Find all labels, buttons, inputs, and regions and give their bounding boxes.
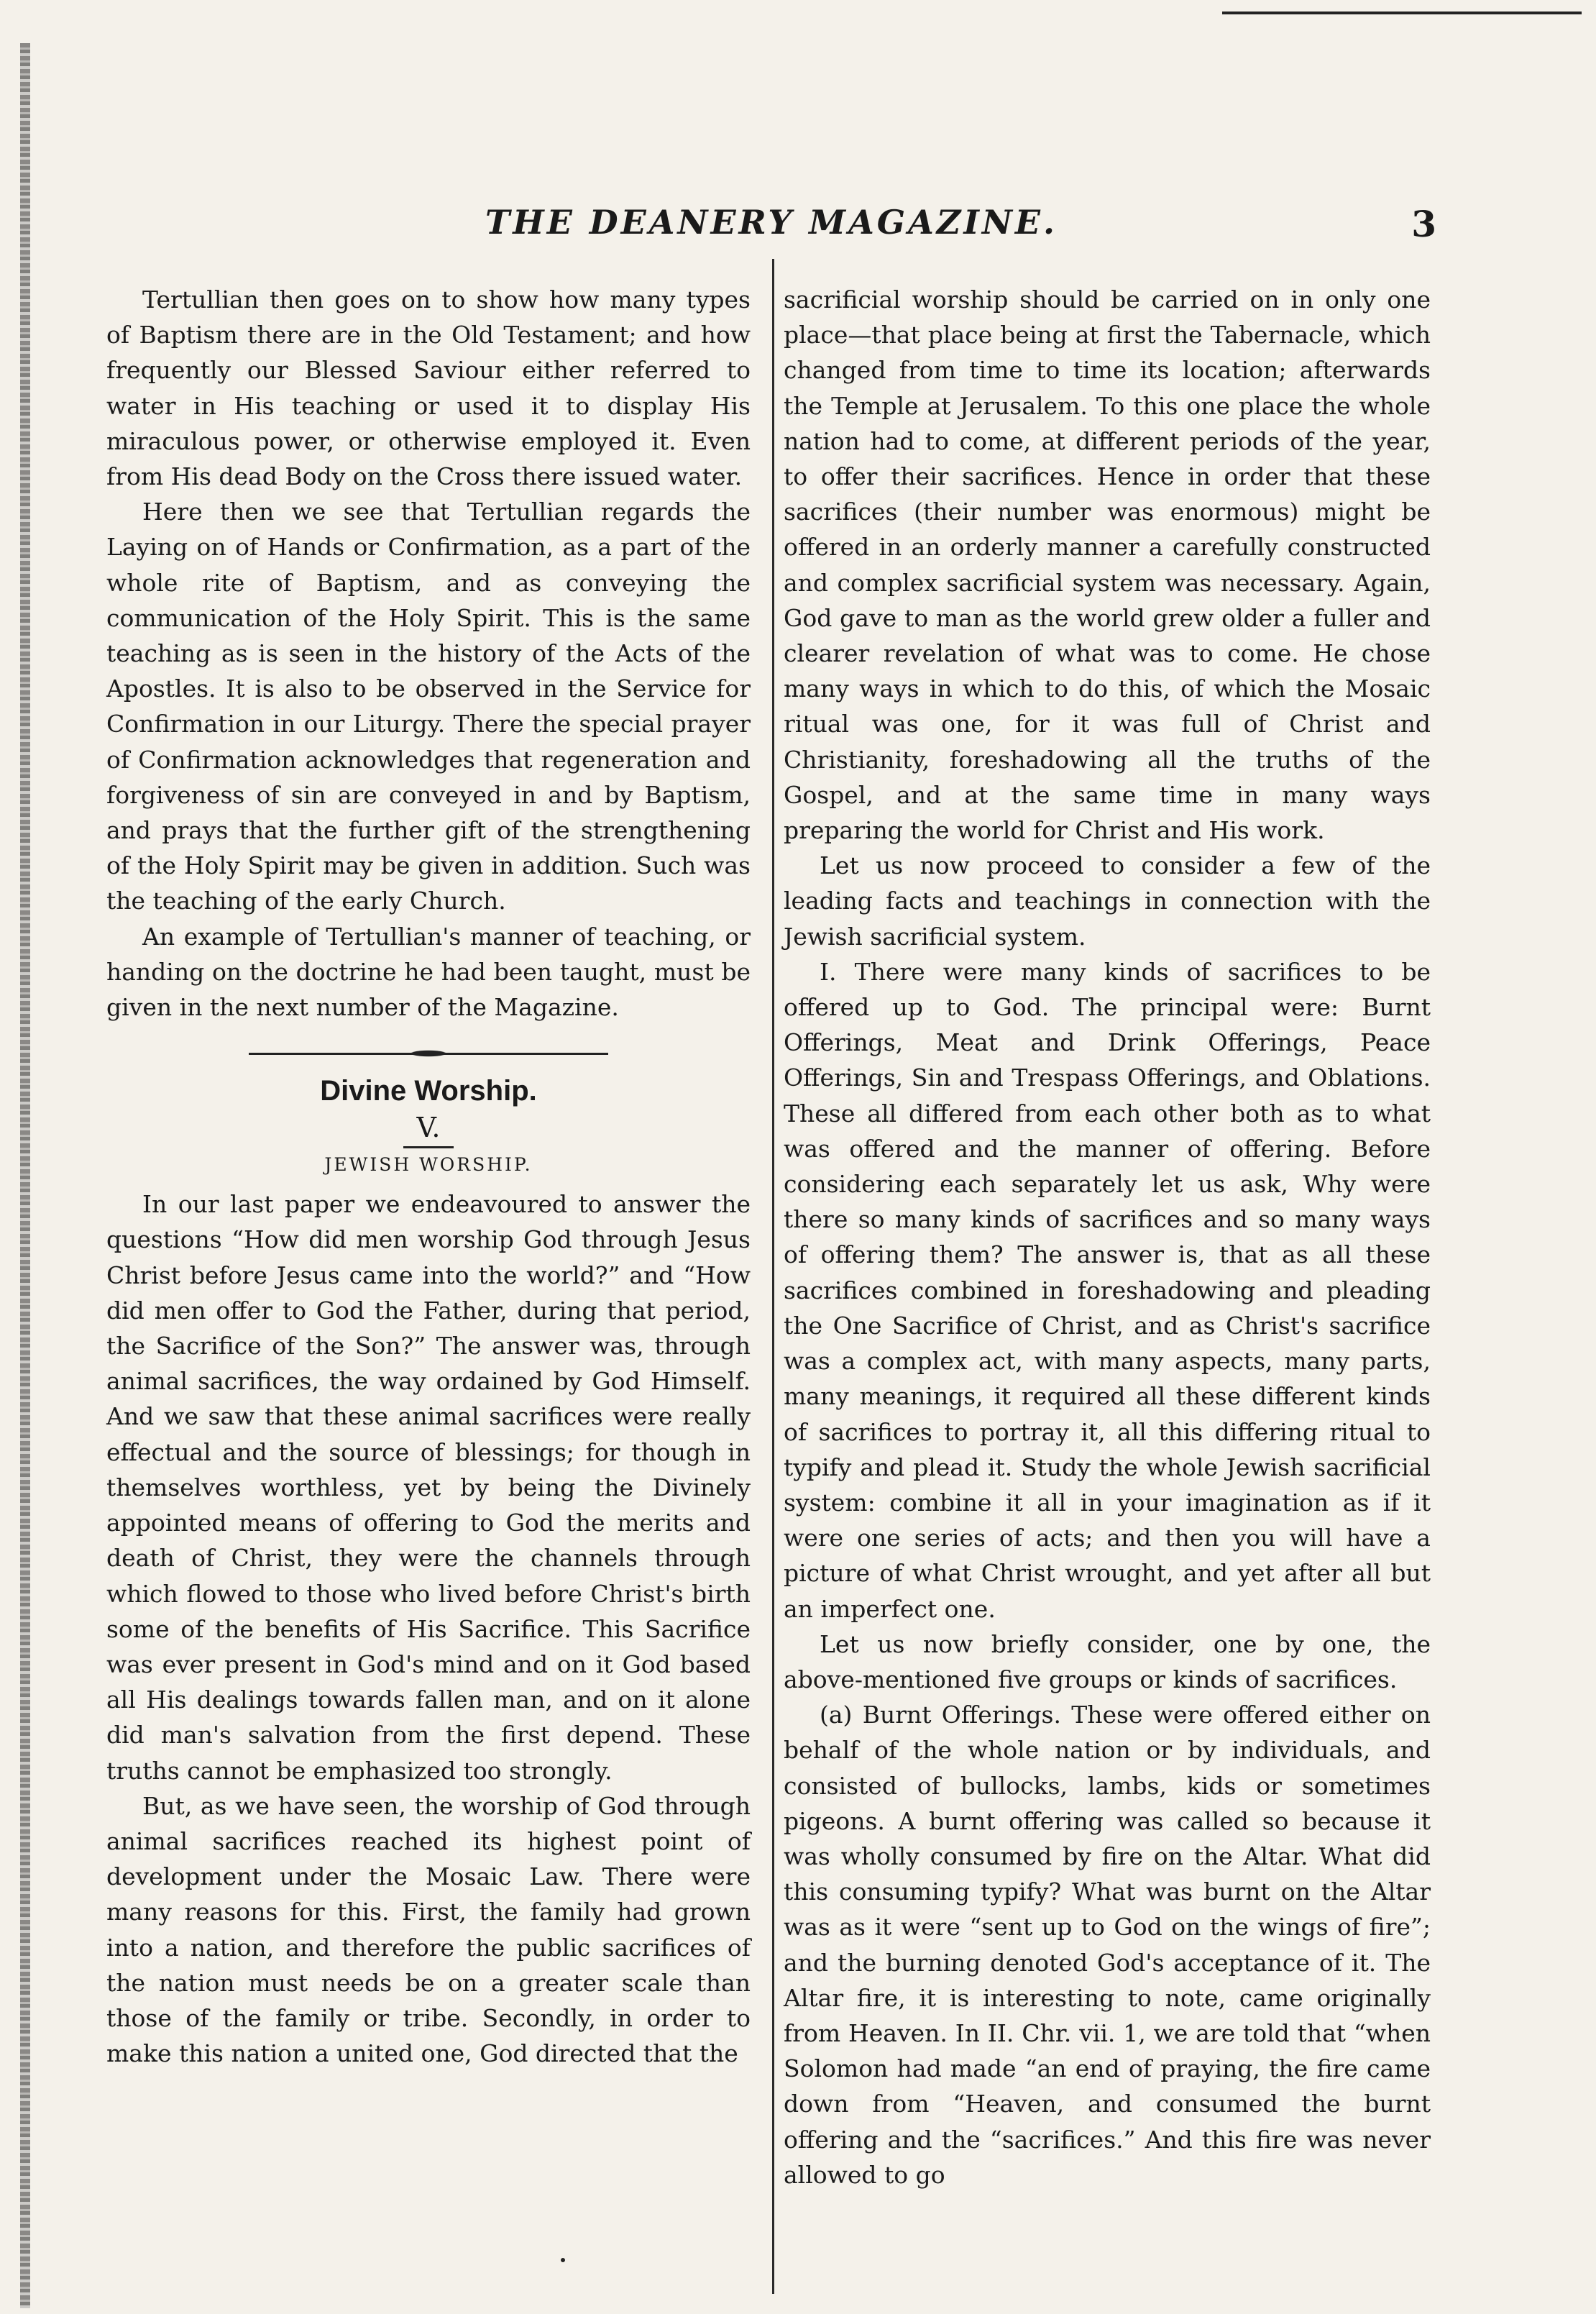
paragraph: Tertullian then goes on to show how many types of Baptism there are in the Old Testament; and how frequently our Blessed Saviour either referred to water in His teaching or used it to display His miraculous power, or otherwise employed it. Even from His dead Body on the Cross there issued water.: [106, 285, 751, 491]
short-rule: [403, 1146, 454, 1148]
section-number: V.: [416, 1112, 441, 1144]
column-divider: [772, 259, 774, 2294]
right-column: [784, 282, 1431, 2192]
paragraph: Let us now proceed to consider a few of the leading facts and teachings in connection with the Jewish sacrificial system.: [784, 851, 1431, 951]
top-rule: [1222, 12, 1582, 14]
binding-edge: [20, 43, 30, 2308]
paragraph: Here then we see that Tertullian regards the Laying on of Hands or Confirmation, as a part of the whole rite of Baptism, and as conveying the communication of the Holy Spirit. This is the same teaching as is seen in the history of the Acts of the Apostles. It is also to be observed in the Service for Confirmation in our Liturgy. There the special prayer of Confirmation acknowledges that regeneration and forgiveness of sin are conveyed in and by Baptism, and prays that the further gift of the strengthening of the Holy Spirit may be given in addition. Such was the teaching of the early Church.: [106, 498, 751, 915]
paragraph: Let us now briefly consider, one by one, the above-mentioned five groups or kinds of sacrifices.: [784, 1629, 1431, 1693]
paragraph: sacrificial worship should be carried on in only one place—that place being at first the Tabernacle, which changed from time to time its location; afterwards the Temple at Jerusalem. To this one place the whole nation had to come, at different periods of the year, to offer their sacrifices. Hence in order that these sacrifices (their number was enormous) might be offered in an orderly manner a carefully constructed and complex sacrificial system was necessary. Again, God gave to man as the world grew older a fuller and clearer revelation of what was to come. He chose many ways in which to do this, of which the Mosaic ritual was one, for it was full of Christ and Christianity, foreshadowing all the truths of the Gospel, and at the same time in many ways preparing the world for Christ and His work.: [784, 285, 1431, 845]
paragraph: In our last paper we endeavoured to answer the questions “How did men worship God through Jesus Christ before Jesus came into the world?” and “How did men offer to God the Father, during that period, the Sacrifice of the Son?” The answer was, through animal sacrifices, the way ordained by God Himself. And we saw that these animal sacrifices were really effectual and the source of blessings; for though in themselves worthless, yet by being the Divinely appointed means of offering to God the merits and death of Christ, they were the channels through which flowed to those who lived before Christ's birth some of the benefits of His Sacrifice. This Sacrifice was ever present in God's mind and on it God based all His dealings towards fallen man, and on it alone did man's salvation from the first depend. These truths cannot be emphasized too strongly.: [106, 1190, 751, 1785]
paragraph: But, as we have seen, the worship of God through animal sacrifices reached its highest point of development under the Mosaic Law. There were many reasons for this. First, the family had grown into a nation, and therefore the public sacrifices of the nation must needs be on a greater scale than those of the family or tribe. Secondly, in order to make this nation a united one, God directed that the: [106, 1791, 751, 2068]
paragraph: (a) Burnt Offerings. These were offered either on behalf of the whole nation or by individuals, and consisted of bullocks, lambs, kids or sometimes pigeons. A burnt offering was called so because it was wholly consumed by fire on the Altar. What did this consuming typify? What was burnt on the Altar was as it were “sent up to God on the wings of fire”; and the burning denoted God's acceptance of it. The Altar fire, it is interesting to note, came originally from Heaven. In II. Chr. vii. 1, we are told that “when Solomon had made “an end of praying, the fire came down from “Heaven, and consumed the burnt offering and the “sacrifices.” And this fire was never allowed to go: [784, 1701, 1431, 2189]
page-header: [106, 203, 1436, 246]
page-number: 3: [1411, 203, 1436, 245]
page-mark: [561, 2258, 565, 2262]
paragraph: I. There were many kinds of sacrifices to be offered up to God. The principal were: Burnt Offerings, Meat and Drink Offerings, Peace Offerings, Sin and Trespass Offerings, and Oblations. These all differed from each other both as to what was offered and the manner of offering. Before considering each separately let us ask, Why were there so many kinds of sacrifices and so many ways of offering them? The answer is, that as all these sacrifices combined in foreshadowing and pleading the One Sacrifice of Christ, and as Christ's sacrifice was a complex act, with many aspects, many parts, many meanings, it required all these different kinds of sacrifices to portray it, all this differing ritual to typify and plead it. Study the whole Jewish sacrificial system: combine it all in your imagination as if it were one series of acts; and then you will have a picture of what Christ wrought, and yet after all but an imperfect one.: [784, 957, 1431, 1623]
section-title: Divine Worship.: [320, 1075, 537, 1107]
left-column: [106, 282, 751, 2071]
section-subtitle: JEWISH WORSHIP.: [324, 1154, 533, 1176]
ornamental-divider: [106, 1046, 751, 1061]
magazine-title: THE DEANERY MAGAZINE.: [485, 203, 1058, 242]
paragraph: An example of Tertullian's manner of teaching, or handing on the doctrine he had been taught, must be given in the next number of the Magazine.: [106, 922, 751, 1022]
